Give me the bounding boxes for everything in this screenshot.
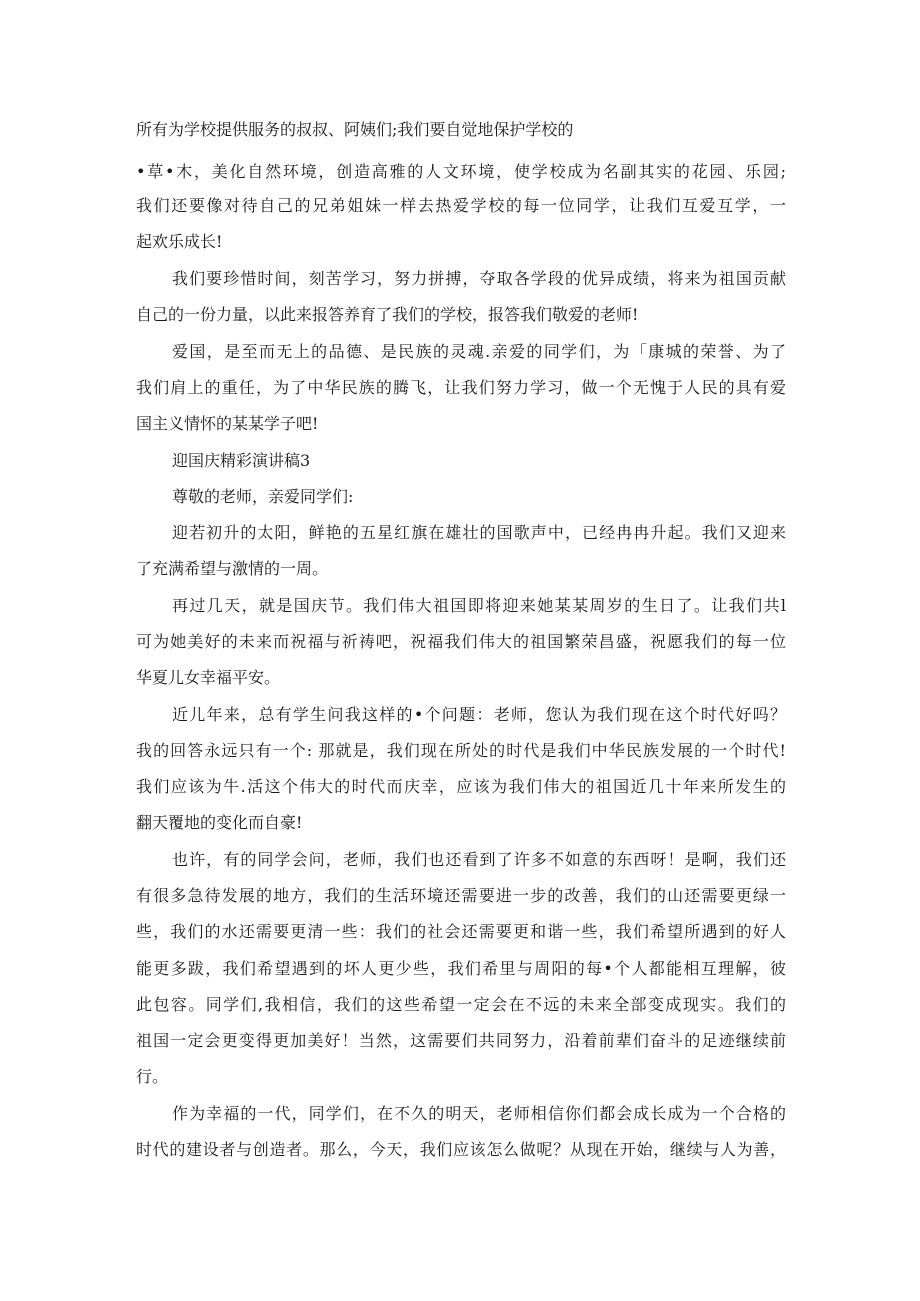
text-line: 我们应该为牛.活这个伟大的时代而庆幸，应该为我们伟大的祖国近几十年来所发生的 <box>136 777 786 796</box>
text-line: 能更多跋，我们希望遇到的坏人更少些，我们希里与周阳的每•个人都能相互理解，彼 <box>136 959 786 978</box>
paragraph-first-line: 也许，有的同学会问，老师，我们也还看到了许多不如意的东西呀！是啊，我们还 <box>172 850 786 869</box>
text-line: 翻天覆地的变化而自豪! <box>136 813 303 832</box>
text-line: 起欢乐成长! <box>136 232 223 251</box>
text-line: 自己的一份力量，以此来报答养育了我们的学校，报答我们敬爱的老师! <box>136 305 639 324</box>
text-line: 些，我们的水还需要更清一些：我们的社会还需要更和谐一些，我们希望所遇到的好人 <box>136 922 786 941</box>
text-line: 此包容。同学们,我相信，我们的这些希望一定会在不远的未来全部变成现实。我们的 <box>136 995 786 1014</box>
section-title: 迎国庆精彩演讲稿3 <box>172 451 311 470</box>
text-line: 行。 <box>136 1067 169 1086</box>
text-line: 可为她美好的未来而祝福与祈祷吧，祝福我们伟大的祖国繁荣昌盛，祝愿我们的每一位 <box>136 632 786 651</box>
text-line: 我们肩上的重任，为了中华民族的腾飞，让我们努力学习，做一个无愧于人民的具有爱 <box>136 378 786 397</box>
salutation: 尊敬的老师，亲爱同学们: <box>172 487 354 506</box>
paragraph-first-line: 再过几天，就是国庆节。我们伟大祖国即将迎来她某某周岁的生日了。让我们共l <box>172 596 786 615</box>
paragraph-first-line: 近儿年来，总有学生问我这样的•个问题：老师，您认为我们现在这个时代好吗？ <box>172 705 786 724</box>
text-line: 了充满希望与激情的一周。 <box>136 559 329 578</box>
text-line: 有很多急待发展的地方，我们的生活环境还需要进一步的改善，我们的山还需要更绿一 <box>136 886 786 905</box>
paragraph-first-line: 作为幸福的一代，同学们，在不久的明天，老师相信你们都会成长成为一个合格的 <box>172 1104 786 1123</box>
paragraph-first-line: 我们要珍惜时间，刻苦学习，努力拼搏，夺取各学段的优异成绩，将来为祖国贡献 <box>172 269 786 288</box>
text-line: 我的回答永远只有一个: 那就是，我们现在所处的时代是我们中华民族发展的一个时代! <box>136 741 786 760</box>
text-line: 祖国一定会更变得更加美好！当然，这需要们共同努力，沿着前辈们奋斗的足迹继续前 <box>136 1031 786 1050</box>
text-line: 所有为学校提供服务的叔叔、阿姨们;我们要自觉地保护学校的 <box>136 120 574 139</box>
paragraph-first-line: 迎若初升的太阳，鲜艳的五星红旗在雄壮的国歌声中，已经冉冉升起。我们又迎来 <box>172 523 786 542</box>
text-line: 时代的建设者与创造者。那么，今天，我们应该怎么做呢？从现在开始，继续与人为善， <box>136 1140 786 1159</box>
text-line: 国主义情怀的某某学子吧! <box>136 414 319 433</box>
text-line: •草•木，美化自然环境，创造高雅的人文环境，使学校成为名副其实的花园、乐园; <box>136 162 786 181</box>
text-line: 华夏儿女幸福平安。 <box>136 668 281 687</box>
text-line: 我们还要像对待自己的兄弟姐妹一样去热爱学校的每一位同学，让我们互爱互学，一 <box>136 196 786 215</box>
paragraph-first-line: 爱国，是至而无上的品德、是民族的灵魂.亲爱的同学们，为「康城的荣誉、为了 <box>172 342 786 361</box>
